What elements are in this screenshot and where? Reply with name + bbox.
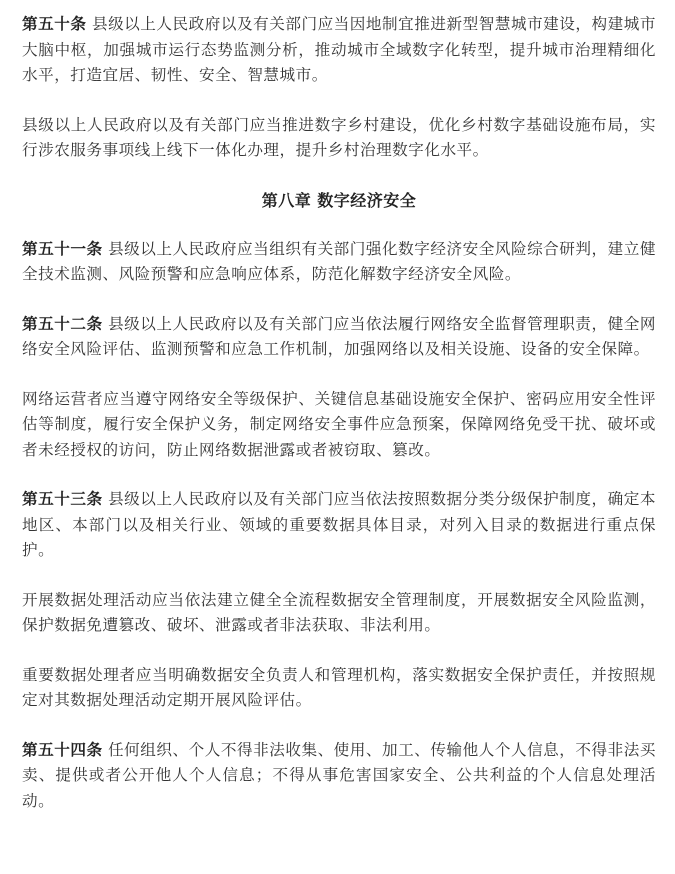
paragraph-network-operators: 网络运营者应当遵守网络安全等级保护、关键信息基础设施安全保护、密码应用安全性评估等制度，履行安全保护义务，制定网络安全事件应急预案，保障网络免受干扰、破坏或者未经授权的访问，防止网络数据泄露或者被窃取、篡改。 [22, 389, 656, 459]
article-number: 第五十四条 [22, 740, 103, 759]
document-body [22, 12, 656, 814]
paragraph-important-data: 重要数据处理者应当明确数据安全负责人和管理机构，落实数据安全保护责任，并按照规定对其数据处理活动定期开展风险评估。 [22, 665, 656, 709]
article-number: 第五十二条 [22, 314, 103, 333]
article-text: 任何组织、个人不得非法收集、使用、加工、传输他人个人信息，不得非法买卖、提供或者公开他人个人信息；不得从事危害国家安全、公共利益的个人信息处理活动。 [22, 740, 656, 810]
paragraph-digital-village: 县级以上人民政府以及有关部门应当推进数字乡村建设，优化乡村数字基础设施布局，实行涉农服务事项线上线下一体化办理，提升乡村治理数字化水平。 [22, 115, 656, 159]
paragraph-gap [22, 213, 656, 237]
paragraph-gap [22, 714, 656, 738]
chapter-heading: 第八章 数字经济安全 [261, 190, 417, 210]
paragraph-gap [22, 288, 656, 312]
article-number: 第五十一条 [22, 239, 103, 258]
paragraph-gap [22, 363, 656, 387]
article-50 [22, 12, 656, 89]
paragraph-gap [22, 639, 656, 663]
article-text: 县级以上人民政府以及有关部门应当因地制宜推进新型智慧城市建设，构建城市大脑中枢，加强城市运行态势监测分析，推动城市全域数字化转型，提升城市治理精细化水平，打造宜居、韧性、安全、智慧城市。 [22, 15, 656, 84]
article-51 [22, 237, 656, 288]
article-52 [22, 312, 656, 363]
paragraph-gap [22, 463, 656, 487]
paragraph-gap [22, 164, 656, 188]
article-53 [22, 487, 656, 564]
article-number: 第五十条 [22, 15, 87, 33]
article-54 [22, 738, 656, 815]
article-text: 县级以上人民政府以及有关部门应当依法按照数据分类分级保护制度，确定本地区、本部门以及相关行业、领域的重要数据具体目录，对列入目录的数据进行重点保护。 [22, 490, 656, 559]
paragraph-gap [22, 89, 656, 113]
paragraph-gap [22, 564, 656, 588]
article-number: 第五十三条 [22, 490, 103, 508]
article-text: 县级以上人民政府以及有关部门应当依法履行网络安全监督管理职责，健全网络安全风险评估、监测预警和应急工作机制，加强网络以及相关设施、设备的安全保障。 [22, 314, 656, 358]
paragraph-data-processing: 开展数据处理活动应当依法建立健全全流程数据安全管理制度，开展数据安全风险监测，保护数据免遭篡改、破坏、泄露或者非法获取、非法利用。 [22, 590, 656, 634]
article-text: 县级以上人民政府应当组织有关部门强化数字经济安全风险综合研判，建立健全技术监测、风险预警和应急响应体系，防范化解数字经济安全风险。 [22, 239, 656, 283]
